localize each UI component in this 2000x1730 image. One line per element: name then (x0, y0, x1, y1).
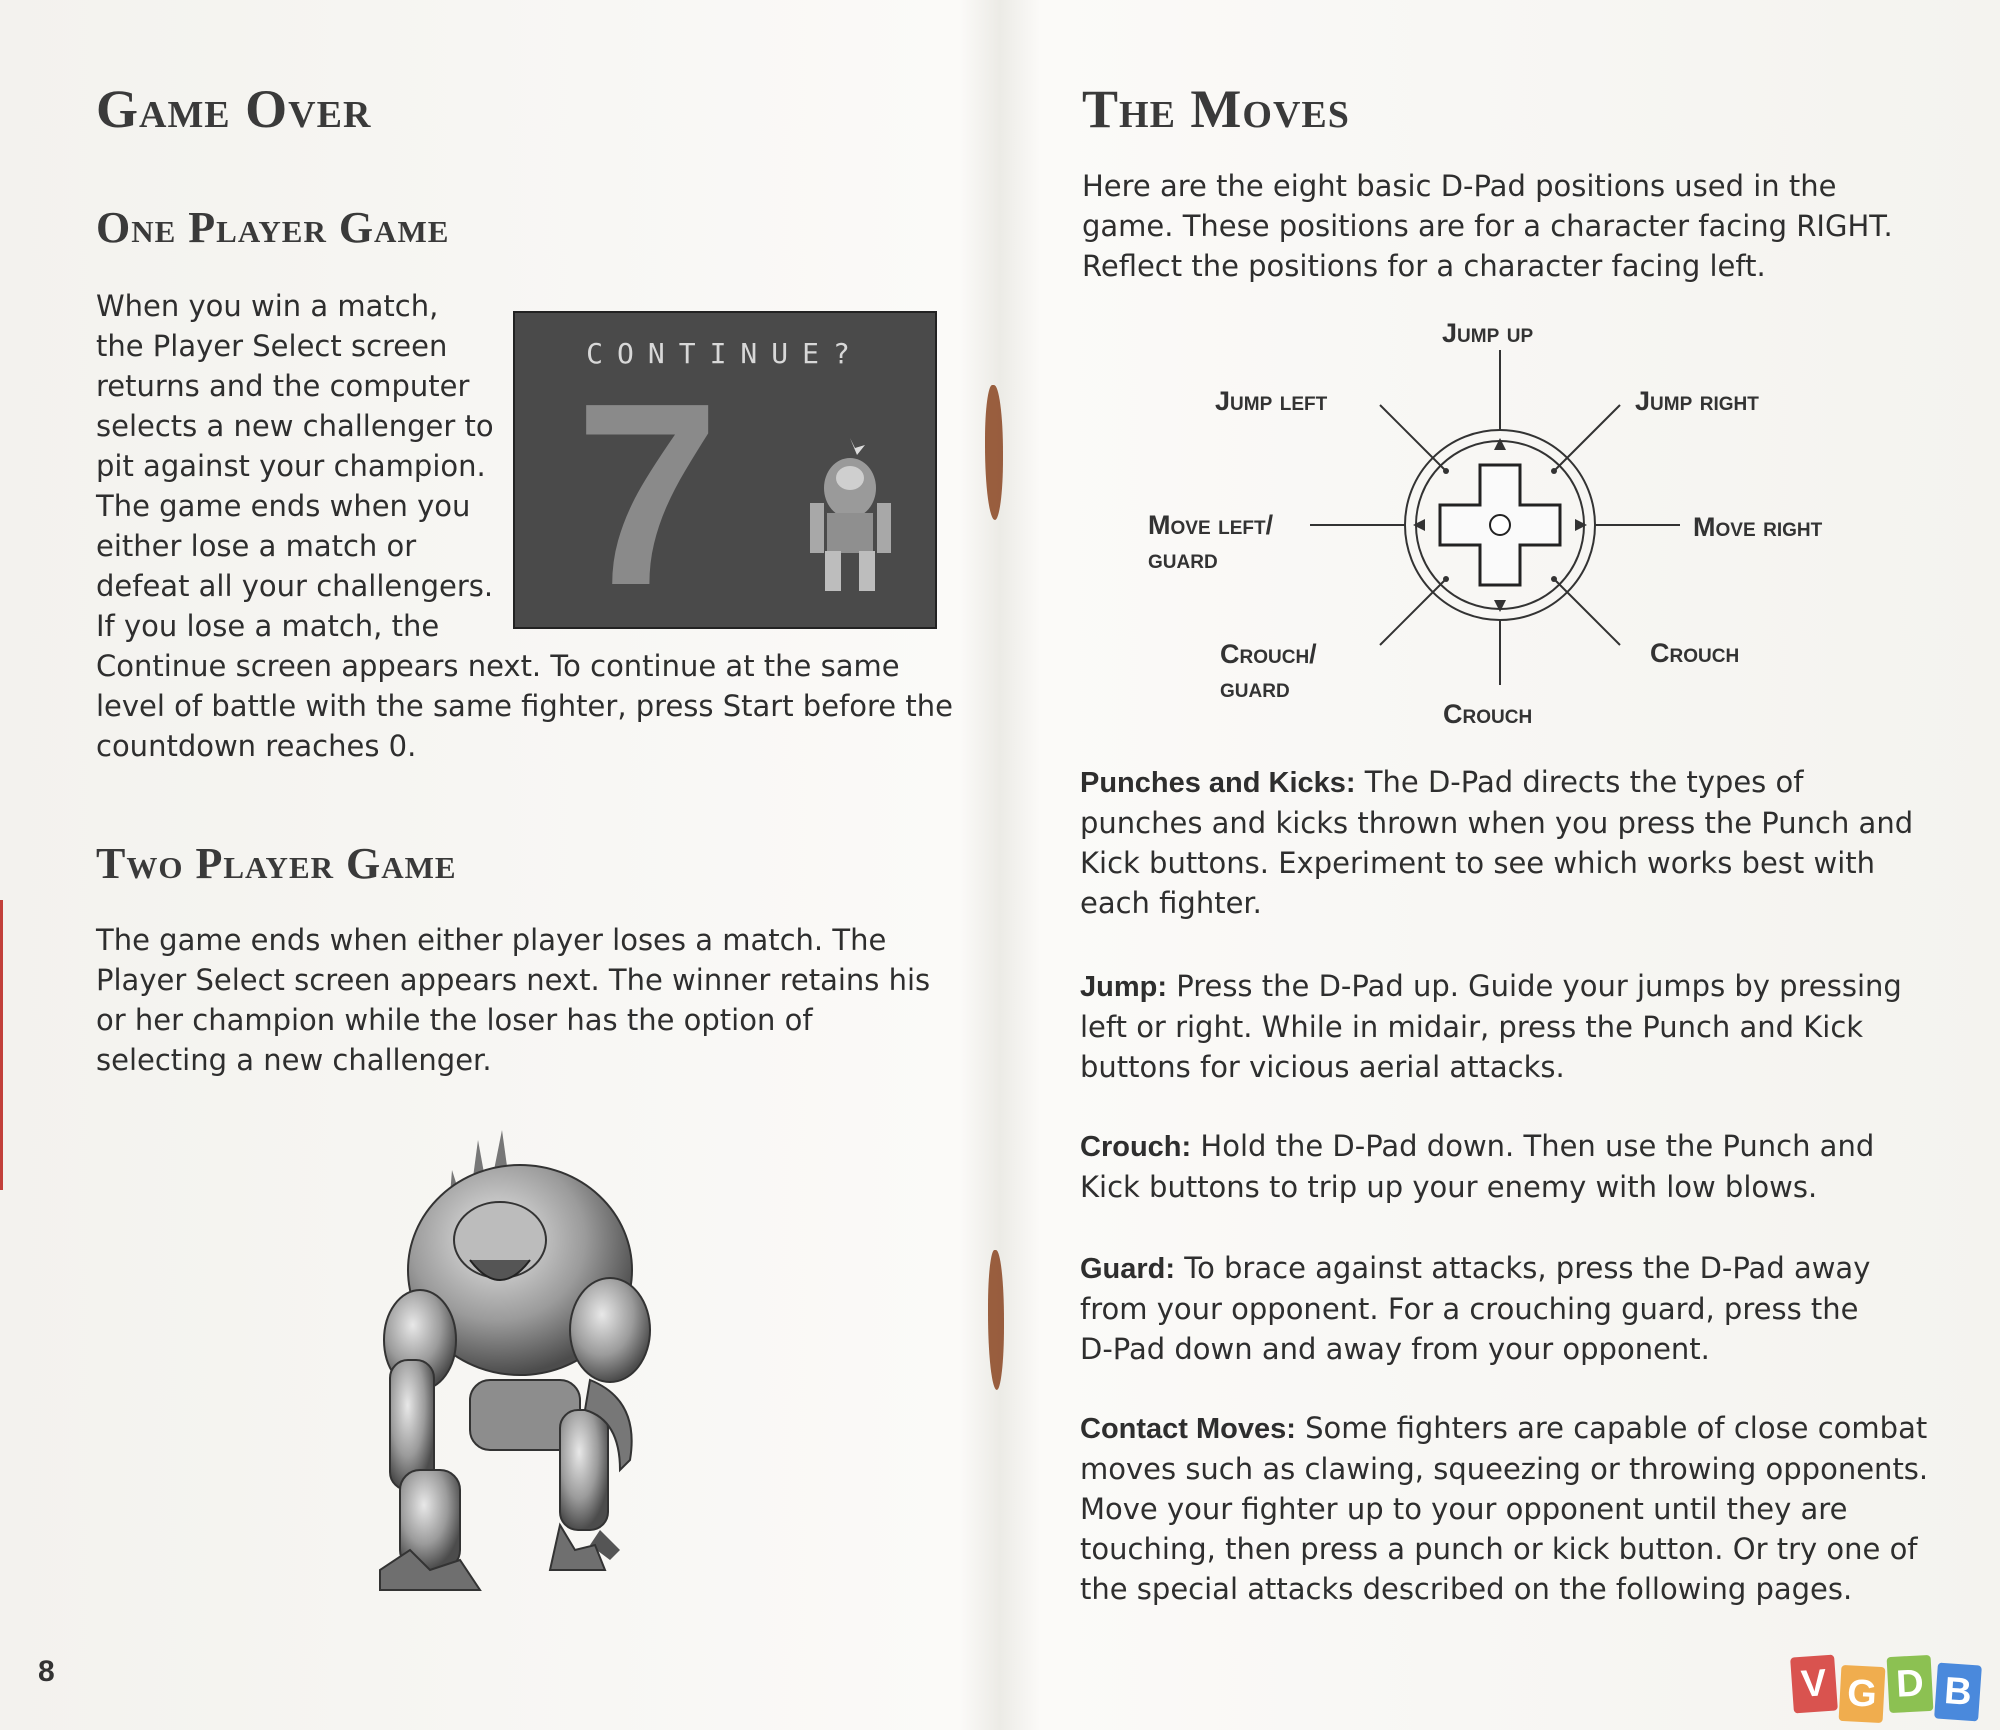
label-jump-left: Jump left (1215, 386, 1328, 416)
label-crouch-right: Crouch (1650, 638, 1740, 668)
label-jump-right: Jump right (1635, 386, 1759, 416)
section-crouch (1080, 1126, 1980, 1207)
label-line: guard (1148, 544, 1218, 574)
text-line: If you lose a match, the (96, 609, 440, 643)
text-line: moves such as clawing, squeezing or throwing opponents. (1080, 1452, 1929, 1486)
section-guard (1080, 1248, 1980, 1369)
binding-stain (985, 385, 1003, 520)
text-line: When you win a match, (96, 289, 439, 323)
countdown-number: 7 (575, 350, 720, 629)
two-player-text (96, 920, 976, 1080)
watermark-letter-d: D (1887, 1655, 1934, 1713)
text-line: either lose a match or (96, 529, 417, 563)
label-line: guard (1220, 673, 1290, 703)
text-line: touching, then press a punch or kick button. Or try one of (1080, 1532, 1918, 1566)
moves-intro (1082, 166, 1962, 286)
text-line: from your opponent. For a crouching guard, press the (1080, 1292, 1859, 1326)
text-line: countdown reaches 0. (96, 729, 417, 763)
text-line: Here are the eight basic D-Pad positions used in the (1082, 169, 1837, 203)
label-move-left (1148, 508, 1273, 576)
text-line: level of battle with the same fighter, press Start before the (96, 689, 953, 723)
monster-sprite (795, 433, 905, 603)
text-line: D-Pad down and away from your opponent. (1080, 1332, 1710, 1366)
section-punches-kicks (1080, 762, 1980, 923)
section-label: Guard: (1080, 1253, 1176, 1285)
label-jump-up: Jump up (1442, 318, 1534, 348)
text-line: selecting a new challenger. (96, 1043, 492, 1077)
continue-screenshot (513, 311, 937, 629)
text-line: pit against your champion. (96, 449, 486, 483)
text-line: left or right. While in midair, press the Punch and Kick (1080, 1010, 1864, 1044)
page-edge-mark (0, 900, 3, 1190)
label-line: Move left/ (1148, 510, 1274, 540)
the-moves-title: The Moves (1082, 79, 1350, 139)
binding-stain (988, 1250, 1004, 1390)
continue-text: CONTINUE? (586, 337, 864, 370)
watermark-letter-v: V (1790, 1655, 1838, 1714)
section-label: Punches and Kicks: (1080, 767, 1356, 799)
text-line: The game ends when either player loses a match. The (96, 923, 887, 957)
page-number: 8 (38, 1655, 55, 1688)
text-line: game. These positions are for a character facing RIGHT. (1082, 209, 1893, 243)
text-line: Reflect the positions for a character facing left. (1082, 249, 1766, 283)
watermark-letter-g: G (1839, 1665, 1886, 1723)
text-line: Kick buttons. Experiment to see which works best with (1080, 846, 1876, 880)
watermark-letter-b: B (1934, 1663, 1982, 1722)
section-label: Jump: (1080, 971, 1167, 1003)
text-line: or her champion while the loser has the option of (96, 1003, 813, 1037)
label-move-right: Move right (1693, 512, 1823, 542)
text-line: Hold the D-Pad down. Then use the Punch and (1191, 1129, 1875, 1163)
robot-monster-illustration (360, 1130, 700, 1600)
text-line: the special attacks described on the following pages. (1080, 1572, 1853, 1606)
label-crouch-down: Crouch (1443, 699, 1533, 729)
text-line: Press the D-Pad up. Guide your jumps by pressing (1167, 969, 1902, 1003)
text-line: The game ends when you (96, 489, 471, 523)
one-player-heading: One Player Game (96, 203, 450, 252)
text-line: The D-Pad directs the types of (1355, 765, 1804, 799)
text-line: selects a new challenger to (96, 409, 494, 443)
text-line: Player Select screen appears next. The winner retains his (96, 963, 931, 997)
text-line: returns and the computer (96, 369, 470, 403)
two-player-heading: Two Player Game (96, 839, 457, 888)
one-player-text-full (96, 646, 976, 766)
label-crouch-guard (1220, 637, 1317, 705)
text-line: Kick buttons to trip up your enemy with low blows. (1080, 1170, 1818, 1204)
text-line: Some fighters are capable of close combat (1295, 1411, 1928, 1445)
one-player-text-wrapped (96, 286, 516, 646)
text-line: To brace against attacks, press the D-Pad away (1175, 1251, 1871, 1285)
text-line: each fighter. (1080, 886, 1262, 920)
text-line: Move your fighter up to your opponent until they are (1080, 1492, 1848, 1526)
game-over-title: Game Over (96, 79, 372, 139)
section-jump (1080, 966, 1980, 1087)
text-line: defeat all your challengers. (96, 569, 494, 603)
text-line: the Player Select screen (96, 329, 448, 363)
text-line: Continue screen appears next. To continue at the same (96, 649, 900, 683)
section-label: Contact Moves: (1080, 1413, 1296, 1445)
text-line: buttons for vicious aerial attacks. (1080, 1050, 1565, 1084)
section-label: Crouch: (1080, 1131, 1192, 1163)
label-line: Crouch/ (1220, 639, 1317, 669)
text-line: punches and kicks thrown when you press the Punch and (1080, 806, 1914, 840)
section-contact-moves (1080, 1408, 1990, 1609)
